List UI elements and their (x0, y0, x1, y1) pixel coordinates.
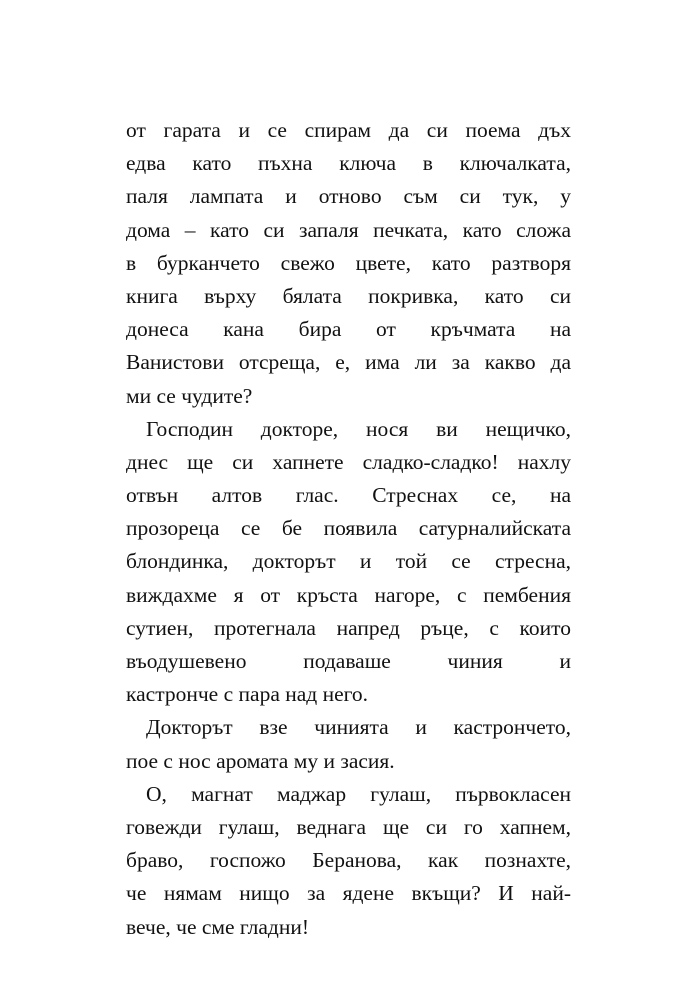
text-line: донеса кана бира от кръчмата на (126, 317, 571, 342)
text-line: пое с нос аромата му и засия. (126, 748, 395, 773)
text-line: че нямам нищо за ядене вкъщи? И най- (126, 881, 571, 906)
text-line: в бурканчето свежо цвете, като разтворя (126, 250, 571, 275)
text-line: прозореца се бе появила сатурналийската (126, 516, 571, 541)
text-line: Господин докторе, нося ви нещичко, (146, 416, 571, 441)
text-line: браво, госпожо Беранова, как познахте, (126, 848, 571, 873)
text-line: едва като пъхна ключа в ключалката, (126, 151, 571, 176)
text-line: паля лампата и отново съм си тук, у (126, 184, 571, 209)
text-line: дома – като си запаля печката, като сложа (126, 217, 571, 242)
text-line: книга върху бялата покривка, като си (126, 283, 571, 308)
text-line: въодушевено подаваше чиния и (126, 649, 571, 673)
text-line: вече, че сме гладни! (126, 914, 310, 939)
text-line: Ванистови отсреща, е, има ли за какво да (126, 350, 571, 375)
text-line: блондинка, докторът и той се стресна, (126, 549, 571, 574)
text-line: днес ще си хапнете сладко-сладко! нахлу (126, 449, 571, 474)
text-line: ми се чудите? (126, 383, 253, 408)
text-line: О, магнат маджар гулаш, първокласен (146, 781, 571, 806)
text-line: говежди гулаш, веднага ще си го хапнем, (126, 814, 571, 839)
text-line: Докторът взе чинията и кастрончето, (146, 715, 571, 740)
text-line: сутиен, протегнала напред ръце, с които (126, 615, 571, 640)
text-line: отвън алтов глас. Стреснах се, на (126, 483, 571, 508)
text-line: от гарата и се спирам да си поема дъх (126, 118, 571, 142)
text-line: кастронче с пара над него. (126, 682, 369, 707)
text-line: виждахме я от кръста нагоре, с пембения (126, 582, 571, 607)
body-text (126, 114, 571, 944)
